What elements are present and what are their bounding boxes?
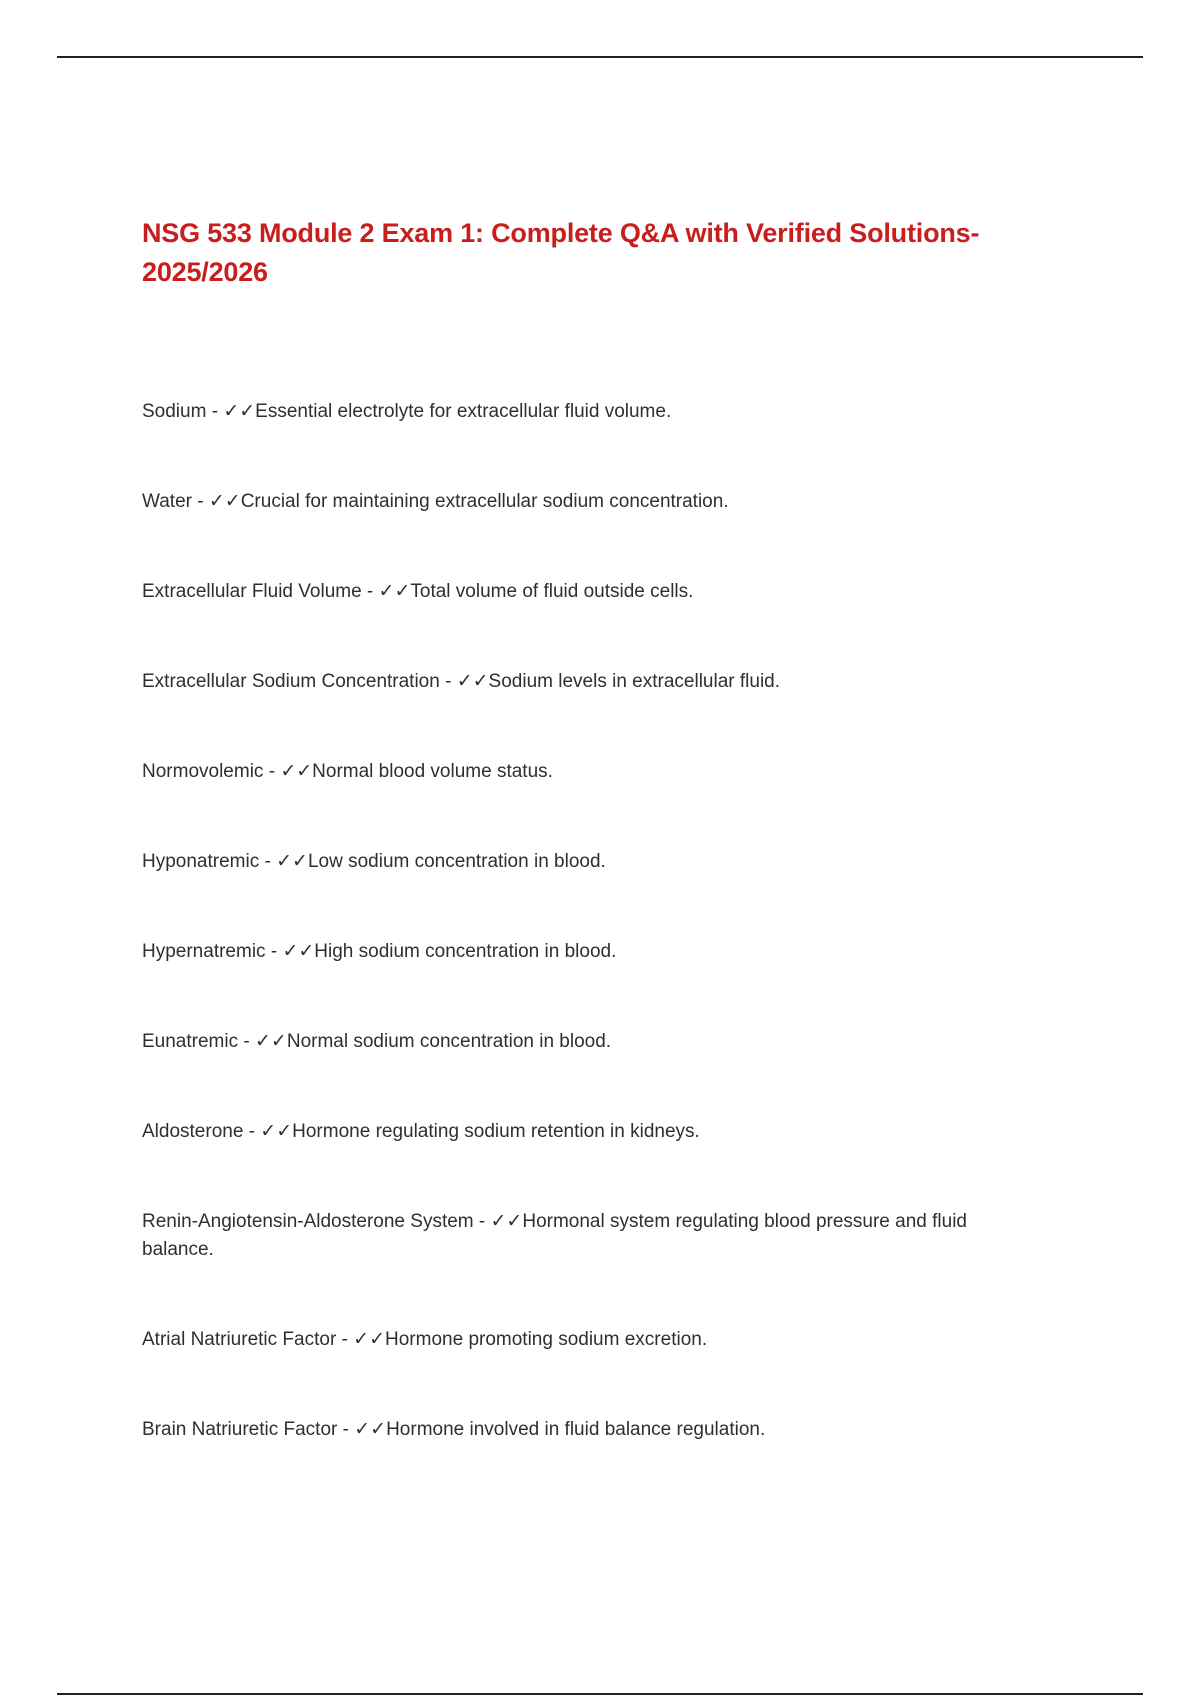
qa-item bbox=[142, 1027, 1022, 1056]
check-marks-icon: ✓✓ bbox=[490, 1210, 523, 1232]
qa-item bbox=[142, 1325, 1022, 1354]
qa-separator: - bbox=[206, 401, 224, 422]
qa-term: Renin-Angiotensin-Aldosterone System bbox=[142, 1211, 474, 1232]
qa-term: Water bbox=[142, 491, 192, 512]
qa-term: Brain Natriuretic Factor bbox=[142, 1419, 338, 1440]
qa-term: Atrial Natriuretic Factor bbox=[142, 1329, 337, 1350]
qa-separator: - bbox=[263, 761, 281, 782]
qa-term: Hypernatremic bbox=[142, 941, 266, 962]
qa-item bbox=[142, 1415, 1022, 1444]
document-title: NSG 533 Module 2 Exam 1: Complete Q&A with Verified Solutions-2025/2026 bbox=[142, 218, 980, 287]
check-marks-icon: ✓✓ bbox=[354, 1418, 387, 1440]
qa-separator: - bbox=[238, 1031, 255, 1052]
qa-item bbox=[142, 1117, 1022, 1146]
qa-definition: Hormone promoting sodium excretion. bbox=[385, 1329, 708, 1350]
qa-term: Extracellular Fluid Volume bbox=[142, 581, 362, 602]
qa-definition: Essential electrolyte for extracellular fluid volume. bbox=[255, 401, 672, 422]
qa-separator: - bbox=[191, 491, 209, 512]
qa-separator: - bbox=[361, 581, 379, 602]
check-marks-icon: ✓✓ bbox=[282, 940, 315, 962]
qa-definition: Crucial for maintaining extracellular sodium concentration. bbox=[240, 491, 729, 512]
qa-item bbox=[142, 577, 1022, 606]
qa-item bbox=[142, 757, 1022, 786]
qa-item bbox=[142, 847, 1022, 876]
qa-definition: Low sodium concentration in blood. bbox=[307, 851, 606, 872]
qa-item bbox=[142, 397, 1022, 426]
qa-item bbox=[142, 667, 1022, 696]
qa-definition: Total volume of fluid outside cells. bbox=[410, 581, 694, 602]
bottom-rule bbox=[57, 1693, 1143, 1695]
qa-definition: Hormonal system regulating blood pressure and fluid balance. bbox=[142, 1211, 967, 1260]
check-marks-icon: ✓✓ bbox=[255, 1030, 287, 1052]
qa-separator: - bbox=[337, 1419, 355, 1440]
qa-separator: - bbox=[439, 671, 457, 692]
qa-definition: Hormone regulating sodium retention in kidneys. bbox=[292, 1121, 700, 1142]
qa-separator: - bbox=[336, 1329, 354, 1350]
qa-item bbox=[142, 1207, 1022, 1264]
qa-definition: High sodium concentration in blood. bbox=[314, 941, 617, 962]
qa-definition: Normal blood volume status. bbox=[312, 761, 553, 782]
check-marks-icon: ✓✓ bbox=[260, 1120, 293, 1142]
check-marks-icon: ✓✓ bbox=[378, 580, 411, 602]
check-marks-icon: ✓✓ bbox=[223, 400, 256, 422]
qa-separator: - bbox=[243, 1121, 261, 1142]
qa-separator: - bbox=[265, 941, 283, 962]
check-marks-icon: ✓✓ bbox=[276, 850, 308, 872]
qa-term: Sodium bbox=[142, 401, 207, 422]
qa-item bbox=[142, 487, 1022, 516]
top-rule bbox=[57, 56, 1143, 58]
qa-term: Normovolemic bbox=[142, 761, 264, 782]
check-marks-icon: ✓✓ bbox=[280, 760, 313, 782]
qa-definition: Hormone involved in fluid balance regulation. bbox=[386, 1419, 766, 1440]
qa-separator: - bbox=[259, 851, 277, 872]
qa-term: Aldosterone bbox=[142, 1121, 244, 1142]
qa-term: Hyponatremic bbox=[142, 851, 260, 872]
check-marks-icon: ✓✓ bbox=[456, 670, 489, 692]
check-marks-icon: ✓✓ bbox=[353, 1328, 386, 1350]
qa-term: Extracellular Sodium Concentration bbox=[142, 671, 440, 692]
qa-definition: Sodium levels in extracellular fluid. bbox=[488, 671, 781, 692]
qa-separator: - bbox=[473, 1211, 491, 1232]
qa-definition: Normal sodium concentration in blood. bbox=[286, 1031, 612, 1052]
check-marks-icon: ✓✓ bbox=[208, 490, 241, 512]
qa-term: Eunatremic bbox=[142, 1031, 239, 1052]
qa-item bbox=[142, 937, 1022, 966]
